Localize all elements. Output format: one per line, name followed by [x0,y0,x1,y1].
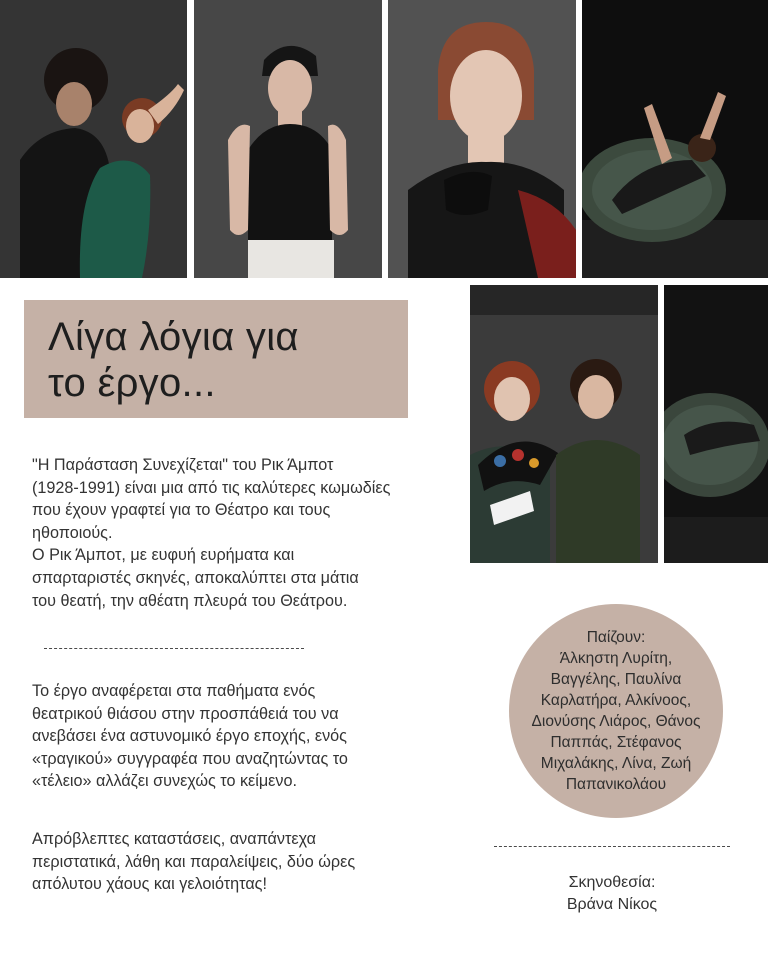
title-line-2: το έργο... [48,361,216,405]
dashed-divider-right [494,846,730,847]
paragraph-intro: "Η Παράσταση Συνεχίζεται" του Ρικ Άμποτ (1928-1991) είναι μια από τις καλύτερες κωμωδίες που έχουν γραφτεί για το Θέατρο και τους ηθοποιούς. Ο Ρικ Άμποτ, με ευφυή ευρήματα και σπαρταριστές σκηνές, αποκαλύπτει στα μάτια του θεατή, την αθέατη πλευρά του Θεάτρου. [32,456,391,610]
cast-badge [509,604,723,818]
photo-actors-fan [470,285,658,563]
photo-sofa-scene [664,285,768,563]
photo-actress-glove [388,0,576,278]
photo-actor-sofa [582,0,768,278]
title-line-1: Λίγα λόγια για [48,315,299,359]
photo-actor-headscarf [194,0,382,278]
paragraph-closing: Απρόβλεπτες καταστάσεις, αναπάντεχα περιστατικά, λάθη και παραλείψεις, δύο ώρες απόλυτου χάους και γελοιότητας! [32,830,356,894]
dashed-divider-left [44,648,304,649]
paragraph-plot: Το έργο αναφέρεται στα παθήματα ενός θεατρικού θιάσου στην προσπάθειά του να ανεβάσει ένα αστυνομικό έργο εποχής, ενός «τραγικού» συγγραφέα που αναζητώντας το «τέλειο» αλλάζει συνεχώς το κείμενο. [32,682,348,791]
section-title [24,300,408,418]
cast-names: Άλκηστη Λυρίτη, Βαγγέλης, Παυλίνα Καρλατήρα, Αλκίνοος, Διονύσης Λιάρος, Θάνος Παππάς, Στέφανος Μιχαλάκης, Λίνα, Ζωή Παπανικολάου [531,650,701,793]
director-label: Σκηνοθεσία: [568,874,656,891]
photo-couple-dancing [0,0,187,278]
director-name: Βράνα Νίκος [566,896,658,913]
director-credit [494,872,730,916]
cast-label: Παίζουν: [586,629,646,646]
